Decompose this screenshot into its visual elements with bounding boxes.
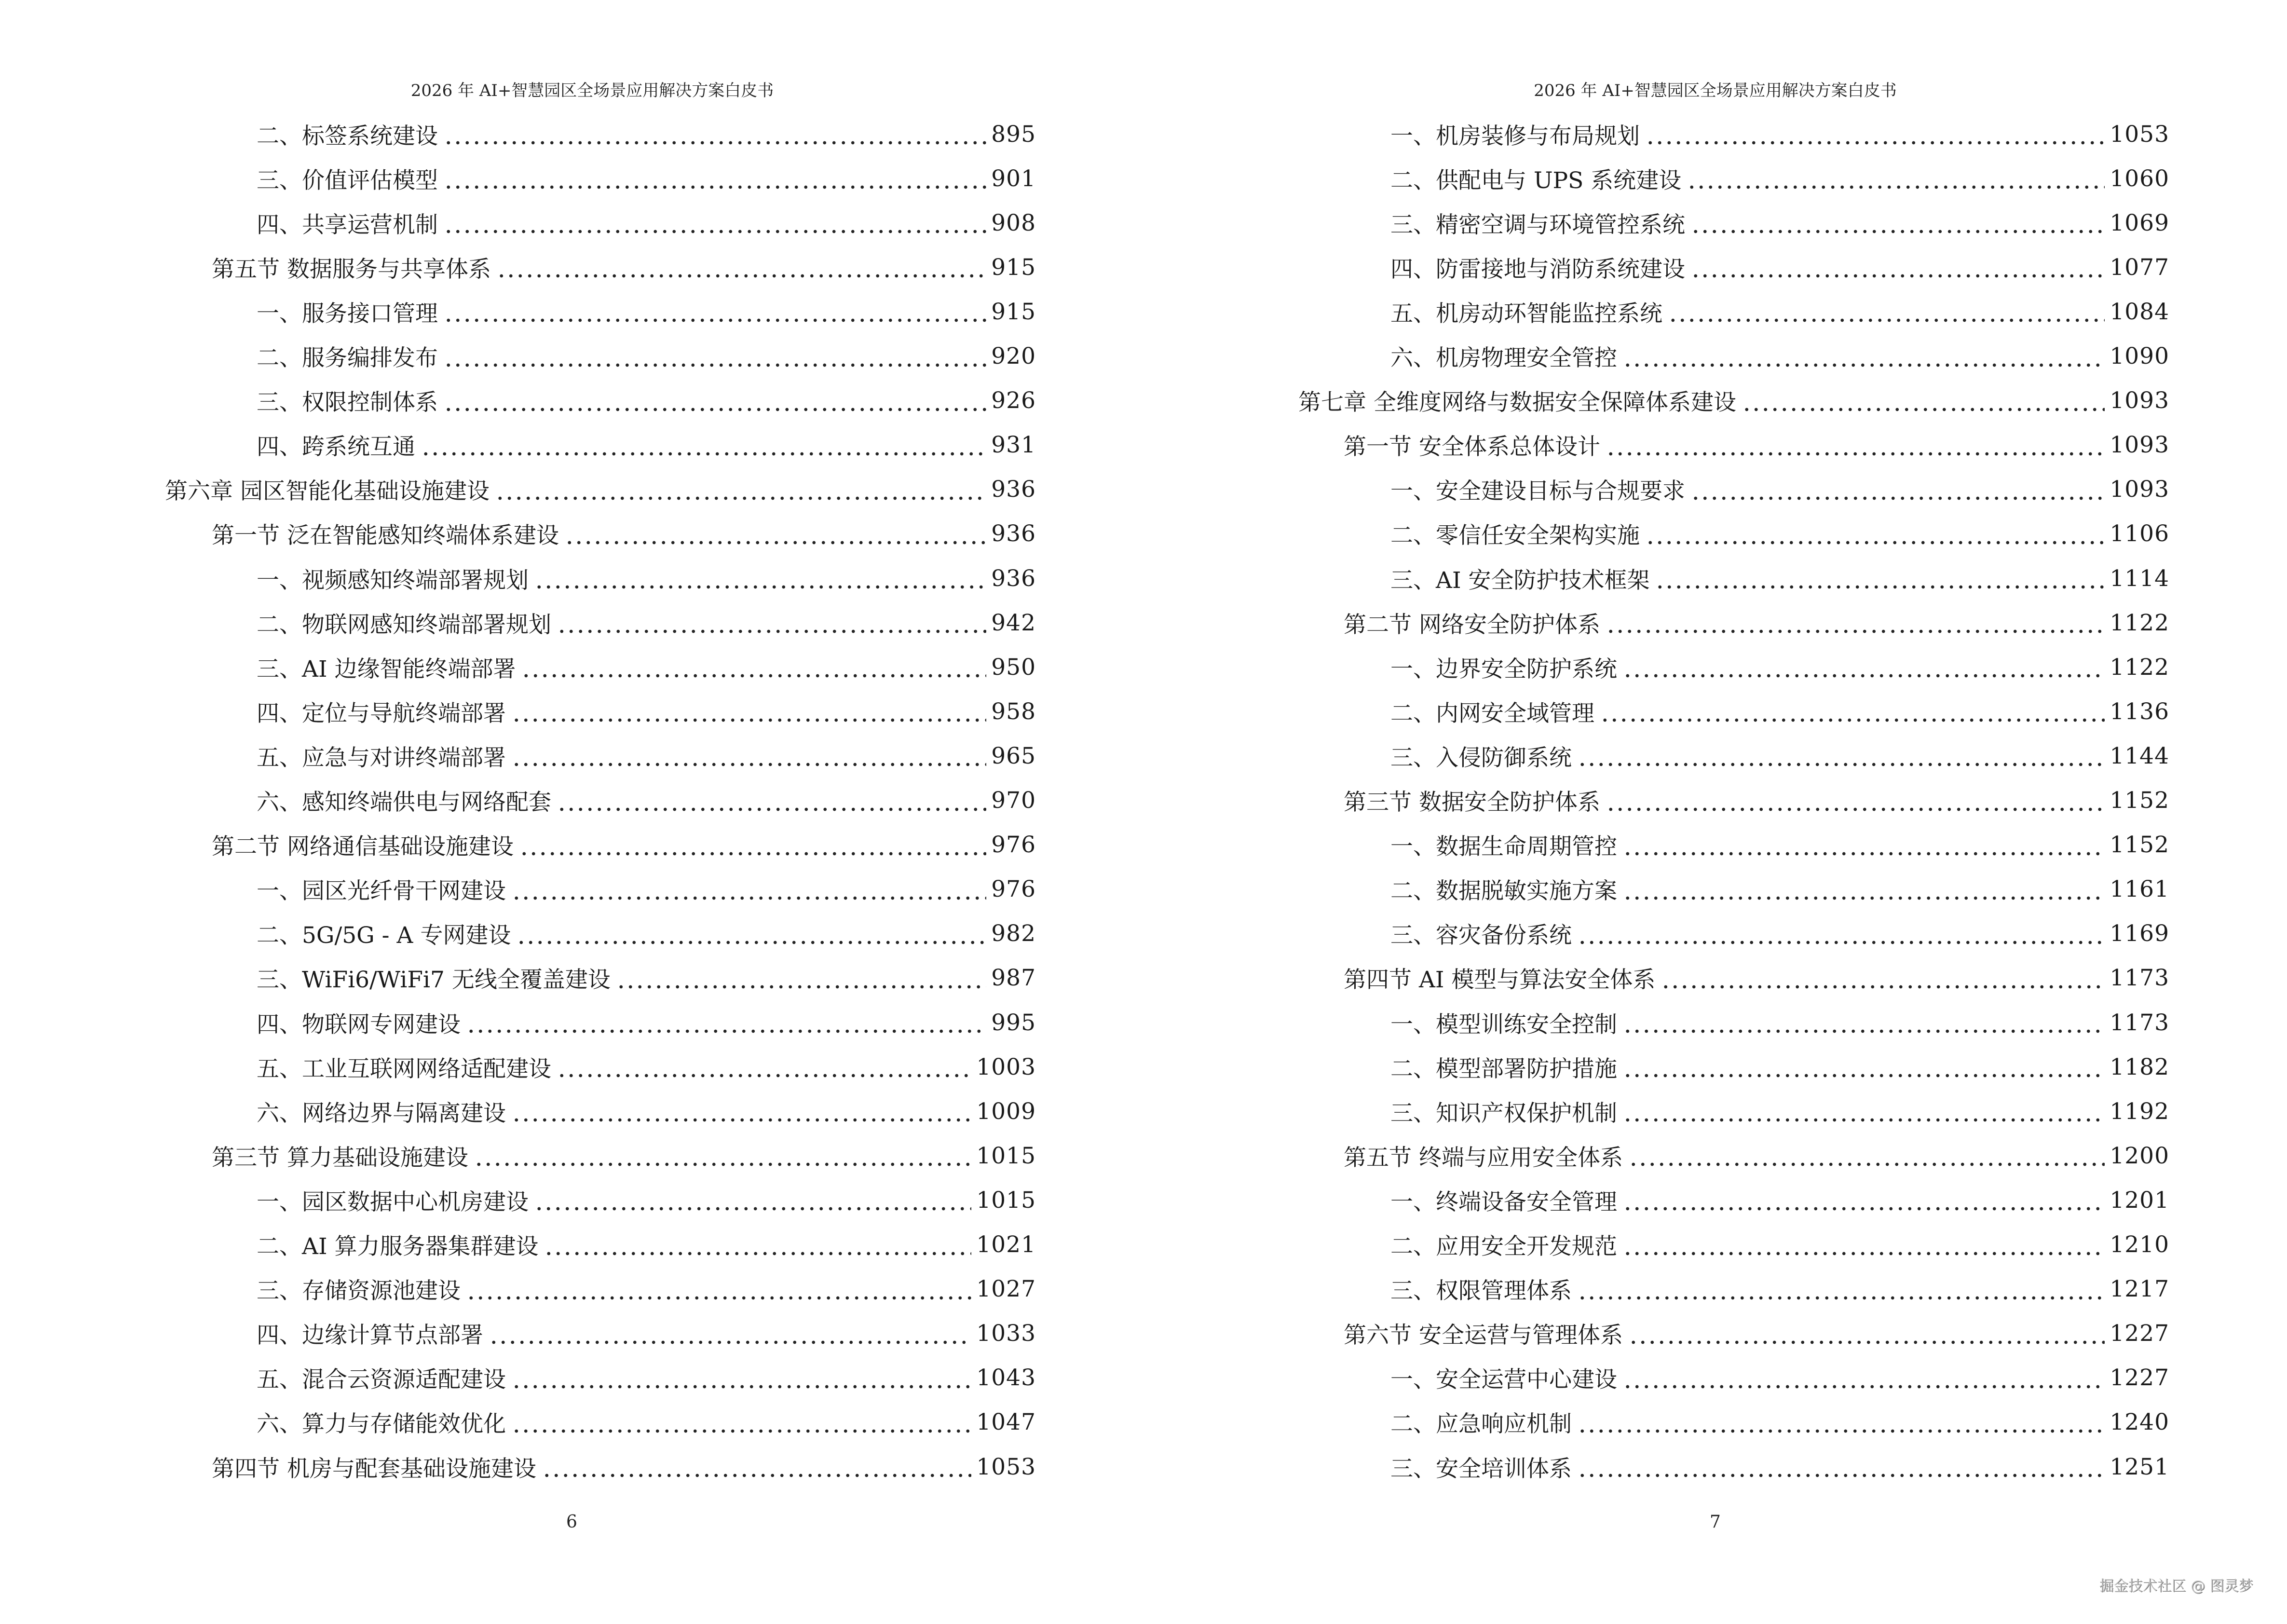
dot-leader bbox=[444, 212, 986, 234]
toc-item-entry[interactable] bbox=[257, 912, 1036, 956]
toc-item-entry[interactable] bbox=[1390, 1267, 2169, 1311]
toc-section-entry[interactable] bbox=[212, 1133, 1036, 1178]
toc-page-number: 958 bbox=[991, 698, 1036, 725]
toc-page-number: 1200 bbox=[2110, 1142, 2169, 1169]
toc-item-entry[interactable] bbox=[1390, 912, 2169, 956]
toc-page-number: 908 bbox=[991, 209, 1036, 236]
toc-entry-title: 三、AI 边缘智能终端部署 bbox=[257, 655, 516, 682]
toc-entry-title: 三、权限控制体系 bbox=[257, 389, 438, 416]
toc-page-number: 936 bbox=[991, 565, 1036, 592]
dot-leader bbox=[1623, 345, 2105, 368]
toc-item-entry[interactable] bbox=[1390, 1045, 2169, 1089]
toc-item-entry[interactable] bbox=[257, 156, 1036, 201]
toc-entry-title: 一、安全建设目标与合规要求 bbox=[1390, 478, 1685, 505]
toc-page-number: 976 bbox=[991, 876, 1036, 903]
running-header: 2026 年 AI+智慧园区全场景应用解决方案白皮书 bbox=[410, 81, 774, 100]
toc-page-number: 1015 bbox=[976, 1142, 1036, 1169]
toc-item-entry[interactable] bbox=[1390, 1178, 2169, 1222]
dot-leader bbox=[1691, 212, 2105, 234]
toc-page-number: 1152 bbox=[2110, 787, 2169, 814]
dot-leader bbox=[466, 1278, 971, 1300]
toc-entry-title: 二、AI 算力服务器集群建设 bbox=[257, 1233, 539, 1260]
dot-leader bbox=[1623, 834, 2105, 856]
toc-entry-title: 一、模型训练安全控制 bbox=[1390, 1011, 1617, 1038]
toc-entry-title: 五、机房动环智能监控系统 bbox=[1390, 300, 1662, 327]
toc-item-entry[interactable] bbox=[257, 1000, 1036, 1045]
toc-item-entry[interactable] bbox=[257, 556, 1036, 600]
toc-section-entry[interactable] bbox=[1344, 423, 2169, 467]
toc-entry-title: 一、数据生命周期管控 bbox=[1390, 833, 1617, 860]
dot-leader bbox=[616, 967, 986, 989]
toc-entry-title: 五、工业互联网网络适配建设 bbox=[257, 1055, 551, 1082]
toc-section-entry[interactable] bbox=[1344, 956, 2169, 1000]
dot-leader bbox=[1629, 1323, 2105, 1345]
toc-entry-title: 三、权限管理体系 bbox=[1390, 1278, 1572, 1305]
dot-leader bbox=[466, 1011, 986, 1034]
dot-leader bbox=[474, 1145, 971, 1167]
toc-entry-title: 四、跨系统互通 bbox=[257, 434, 415, 461]
toc-entry-title: 六、网络边界与隔离建设 bbox=[257, 1100, 506, 1127]
toc-page-number: 1093 bbox=[2110, 476, 2169, 503]
toc-page-number: 895 bbox=[991, 121, 1036, 148]
toc-page-number: 1021 bbox=[976, 1231, 1036, 1258]
toc-entry-title: 三、存储资源池建设 bbox=[257, 1278, 461, 1305]
dot-leader bbox=[1623, 1056, 2105, 1078]
toc-page-number: 976 bbox=[991, 832, 1036, 859]
dot-leader bbox=[1623, 656, 2105, 678]
toc-entry-title: 第一节 泛在智能感知终端体系建设 bbox=[212, 522, 559, 549]
toc-entry-title: 二、物联网感知终端部署规划 bbox=[257, 611, 551, 638]
dot-leader bbox=[1691, 478, 2105, 501]
toc-page-number: 950 bbox=[991, 654, 1036, 681]
toc-item-entry[interactable] bbox=[1390, 1223, 2169, 1267]
toc-entry-title: 一、服务接口管理 bbox=[257, 300, 438, 327]
toc-page-number: 965 bbox=[991, 742, 1036, 769]
toc-entry-title: 二、内网安全域管理 bbox=[1390, 700, 1594, 727]
toc-entry-title: 二、服务编排发布 bbox=[257, 345, 438, 371]
dot-leader bbox=[542, 1456, 971, 1478]
toc-chapter-entry[interactable] bbox=[165, 467, 1036, 512]
toc-entry-title: 第五节 数据服务与共享体系 bbox=[212, 256, 491, 283]
toc-page-number: 1053 bbox=[976, 1453, 1036, 1480]
toc-entry-title: 二、模型部署防护措施 bbox=[1390, 1055, 1617, 1082]
toc-item-entry[interactable] bbox=[257, 334, 1036, 379]
toc-page-number: 1003 bbox=[976, 1053, 1036, 1080]
toc-item-entry[interactable] bbox=[1390, 645, 2169, 689]
dot-leader bbox=[1578, 745, 2105, 767]
toc-entry-title: 二、应用安全开发规范 bbox=[1390, 1233, 1617, 1260]
toc-entry-title: 一、园区数据中心机房建设 bbox=[257, 1188, 529, 1215]
toc-entry-title: 一、边界安全防护系统 bbox=[1390, 655, 1617, 682]
dot-leader bbox=[495, 478, 986, 501]
toc-section-entry[interactable] bbox=[1344, 778, 2169, 823]
dot-leader bbox=[444, 123, 986, 145]
toc-item-entry[interactable] bbox=[1390, 289, 2169, 334]
toc-page-number: 1084 bbox=[2110, 298, 2169, 325]
toc-entry-title: 二、应急响应机制 bbox=[1390, 1411, 1572, 1438]
toc-page-number: 1077 bbox=[2110, 254, 2169, 281]
toc-page-number: 1201 bbox=[2110, 1187, 2169, 1214]
dot-leader bbox=[1646, 123, 2105, 145]
toc-entry-title: 四、定位与导航终端部署 bbox=[257, 700, 506, 727]
toc-item-entry[interactable] bbox=[257, 112, 1036, 156]
dot-leader bbox=[444, 390, 986, 412]
toc-item-entry[interactable] bbox=[257, 734, 1036, 778]
toc-item-entry[interactable] bbox=[1390, 334, 2169, 379]
toc-page-number: 920 bbox=[991, 343, 1036, 369]
toc-item-entry[interactable] bbox=[1390, 823, 2169, 867]
toc-page-number: 1173 bbox=[2110, 965, 2169, 992]
toc-entry-title: 一、园区光纤骨干网建设 bbox=[257, 878, 506, 905]
toc-entry-title: 二、数据脱敏实施方案 bbox=[1390, 878, 1617, 905]
toc-item-entry[interactable] bbox=[257, 689, 1036, 734]
dot-leader bbox=[512, 745, 986, 767]
toc-page-number: 1033 bbox=[976, 1320, 1036, 1347]
toc-entry-title: 五、混合云资源适配建设 bbox=[257, 1366, 506, 1393]
toc-page-number: 1093 bbox=[2110, 387, 2169, 414]
toc-item-entry[interactable] bbox=[1390, 467, 2169, 512]
toc-page-number: 1136 bbox=[2110, 698, 2169, 725]
toc-page-number: 1251 bbox=[2110, 1453, 2169, 1480]
dot-leader bbox=[1623, 1011, 2105, 1034]
toc-page-number: 915 bbox=[991, 298, 1036, 325]
toc-entry-title: 第一节 安全体系总体设计 bbox=[1344, 434, 1600, 461]
toc-page-number: 1015 bbox=[976, 1187, 1036, 1214]
toc-item-entry[interactable] bbox=[257, 867, 1036, 912]
toc-page-number: 936 bbox=[991, 476, 1036, 503]
toc-entry-title: 第六节 安全运营与管理体系 bbox=[1344, 1322, 1623, 1349]
toc-page-number: 1192 bbox=[2110, 1098, 2169, 1125]
toc-entry-title: 第五节 终端与应用安全体系 bbox=[1344, 1144, 1623, 1171]
dot-leader bbox=[512, 1367, 971, 1389]
dot-leader bbox=[534, 567, 986, 589]
toc-page-number: 1106 bbox=[2110, 520, 2169, 547]
toc-page-number: 1069 bbox=[2110, 209, 2169, 236]
toc-item-entry[interactable] bbox=[257, 1356, 1036, 1400]
toc-page-number: 1053 bbox=[2110, 121, 2169, 148]
toc-item-entry[interactable] bbox=[257, 1400, 1036, 1445]
toc-page-number: 1152 bbox=[2110, 832, 2169, 859]
dot-leader bbox=[1655, 567, 2105, 589]
toc-page-number: 1043 bbox=[976, 1365, 1036, 1392]
toc-item-entry[interactable] bbox=[1390, 1400, 2169, 1445]
toc-page-number: 1240 bbox=[2110, 1409, 2169, 1436]
toc-page-number: 1210 bbox=[2110, 1231, 2169, 1258]
toc-page-number: 942 bbox=[991, 609, 1036, 636]
toc-entry-title: 一、机房装修与布局规划 bbox=[1390, 123, 1640, 150]
toc-page-number: 1144 bbox=[2110, 742, 2169, 769]
toc-page-number: 1047 bbox=[976, 1409, 1036, 1436]
toc-item-entry[interactable] bbox=[257, 778, 1036, 823]
toc-item-entry[interactable] bbox=[1390, 156, 2169, 201]
toc-entry-title: 第六章 园区智能化基础设施建设 bbox=[165, 478, 490, 505]
page-number: 6 bbox=[566, 1512, 577, 1532]
dot-leader bbox=[1661, 967, 2105, 989]
dot-leader bbox=[1623, 1367, 2105, 1389]
dot-leader bbox=[557, 790, 986, 812]
toc-section-entry[interactable] bbox=[1344, 1133, 2169, 1178]
dot-leader bbox=[444, 167, 986, 190]
dot-leader bbox=[1606, 790, 2105, 812]
toc-entry-title: 三、知识产权保护机制 bbox=[1390, 1100, 1617, 1127]
toc-item-entry[interactable] bbox=[1390, 689, 2169, 734]
toc-entry-title: 六、算力与存储能效优化 bbox=[257, 1411, 506, 1438]
toc-page-number: 987 bbox=[991, 965, 1036, 992]
toc-entry-title: 三、安全培训体系 bbox=[1390, 1455, 1572, 1482]
dot-leader bbox=[517, 923, 986, 945]
toc-entry-title: 二、供配电与 UPS 系统建设 bbox=[1390, 167, 1682, 194]
toc-entry-title: 四、防雷接地与消防系统建设 bbox=[1390, 256, 1685, 283]
toc-entry-title: 三、AI 安全防护技术框架 bbox=[1390, 567, 1650, 594]
toc-page-number: 982 bbox=[991, 920, 1036, 947]
toc-page-number: 1122 bbox=[2110, 654, 2169, 681]
toc-entry-title: 六、机房物理安全管控 bbox=[1390, 345, 1617, 371]
toc-page-number: 1173 bbox=[2110, 1009, 2169, 1036]
toc-page-number: 1093 bbox=[2110, 432, 2169, 459]
toc-page-right bbox=[1144, 0, 2287, 1624]
toc-entry-title: 三、WiFi6/WiFi7 无线全覆盖建设 bbox=[257, 967, 611, 994]
toc-entry-title: 第七章 全维度网络与数据安全保障体系建设 bbox=[1298, 389, 1736, 416]
toc-item-entry[interactable] bbox=[257, 1267, 1036, 1311]
toc-page-number: 1090 bbox=[2110, 343, 2169, 369]
dot-leader bbox=[1600, 700, 2105, 723]
toc-page-number: 1060 bbox=[2110, 165, 2169, 192]
toc-entry-title: 三、精密空调与环境管控系统 bbox=[1390, 211, 1685, 238]
dot-leader bbox=[519, 834, 986, 856]
dot-leader bbox=[1742, 390, 2105, 412]
dot-leader bbox=[534, 1189, 971, 1211]
toc-item-entry[interactable] bbox=[257, 956, 1036, 1000]
dot-leader bbox=[1578, 1411, 2105, 1433]
toc-item-entry[interactable] bbox=[1390, 1445, 2169, 1489]
toc-item-entry[interactable] bbox=[257, 423, 1036, 467]
toc-entry-title: 三、入侵防御系统 bbox=[1390, 744, 1572, 771]
toc-entry-title: 第四节 机房与配套基础设施建设 bbox=[212, 1455, 536, 1482]
toc-item-entry[interactable] bbox=[257, 201, 1036, 245]
toc-item-entry[interactable] bbox=[1390, 734, 2169, 778]
toc-page-number: 1182 bbox=[2110, 1053, 2169, 1080]
toc-item-entry[interactable] bbox=[257, 1045, 1036, 1089]
dot-leader bbox=[444, 345, 986, 368]
toc-entry-title: 三、容灾备份系统 bbox=[1390, 922, 1572, 949]
dot-leader bbox=[1578, 923, 2105, 945]
toc-page-number: 915 bbox=[991, 254, 1036, 281]
dot-leader bbox=[489, 1323, 971, 1345]
toc-page-number: 1169 bbox=[2110, 920, 2169, 947]
watermark: 掘金技术社区 @ 图灵梦 bbox=[2099, 1578, 2253, 1595]
toc-entry-title: 第二节 网络安全防护体系 bbox=[1344, 611, 1600, 638]
dot-leader bbox=[444, 300, 986, 323]
toc-entry-title: 一、安全运营中心建设 bbox=[1390, 1366, 1617, 1393]
page-number: 7 bbox=[1710, 1512, 1721, 1532]
toc-item-entry[interactable] bbox=[257, 600, 1036, 645]
dot-leader bbox=[512, 700, 986, 723]
toc-entry-title: 二、5G/5G - A 专网建设 bbox=[257, 922, 511, 949]
toc-entry-title: 六、感知终端供电与网络配套 bbox=[257, 789, 551, 816]
toc-page-number: 901 bbox=[991, 165, 1036, 192]
toc-item-entry[interactable] bbox=[257, 645, 1036, 689]
dot-leader bbox=[1623, 1234, 2105, 1256]
toc-page-number: 936 bbox=[991, 520, 1036, 547]
toc-section-entry[interactable] bbox=[212, 512, 1036, 556]
toc-section-entry[interactable] bbox=[1344, 600, 2169, 645]
toc-page-number: 1122 bbox=[2110, 609, 2169, 636]
dot-leader bbox=[544, 1234, 971, 1256]
toc-entry-title: 第三节 数据安全防护体系 bbox=[1344, 789, 1600, 816]
dot-leader bbox=[1623, 878, 2105, 901]
dot-leader bbox=[512, 1100, 971, 1122]
toc-section-entry[interactable] bbox=[212, 1445, 1036, 1489]
toc-entry-title: 二、标签系统建设 bbox=[257, 123, 438, 150]
toc-section-entry[interactable] bbox=[212, 823, 1036, 867]
dot-leader bbox=[521, 656, 986, 678]
toc-item-entry[interactable] bbox=[257, 1311, 1036, 1356]
dot-leader bbox=[1668, 300, 2105, 323]
dot-leader bbox=[1691, 256, 2105, 278]
dot-leader bbox=[1578, 1456, 2105, 1478]
dot-leader bbox=[1687, 167, 2105, 190]
toc-page-number: 926 bbox=[991, 387, 1036, 414]
toc-item-entry[interactable] bbox=[1390, 556, 2169, 600]
toc-item-entry[interactable] bbox=[1390, 867, 2169, 912]
toc-page-number: 931 bbox=[991, 432, 1036, 459]
toc-entry-title: 第二节 网络通信基础设施建设 bbox=[212, 833, 514, 860]
toc-entry-title: 二、零信任安全架构实施 bbox=[1390, 522, 1640, 549]
dot-leader bbox=[1623, 1189, 2105, 1211]
toc-page-number: 1227 bbox=[2110, 1320, 2169, 1347]
toc-page-number: 995 bbox=[991, 1009, 1036, 1036]
toc-page-number: 1161 bbox=[2110, 876, 2169, 903]
toc-entry-title: 四、共享运营机制 bbox=[257, 211, 438, 238]
dot-leader bbox=[421, 434, 986, 456]
toc-page-number: 970 bbox=[991, 787, 1036, 814]
toc-page-number: 1114 bbox=[2110, 565, 2169, 592]
toc-item-entry[interactable] bbox=[1390, 1000, 2169, 1045]
dot-leader bbox=[1606, 612, 2105, 634]
toc-entry-title: 一、视频感知终端部署规划 bbox=[257, 567, 529, 594]
toc-entry-title: 第四节 AI 模型与算法安全体系 bbox=[1344, 967, 1656, 994]
dot-leader bbox=[1578, 1278, 2105, 1300]
toc-entry-title: 一、终端设备安全管理 bbox=[1390, 1188, 1617, 1215]
toc-page-number: 1217 bbox=[2110, 1276, 2169, 1303]
toc-item-entry[interactable] bbox=[1390, 1089, 2169, 1133]
toc-entry-title: 第三节 算力基础设施建设 bbox=[212, 1144, 468, 1171]
toc-chapter-entry[interactable] bbox=[1298, 379, 2169, 423]
dot-leader bbox=[1646, 523, 2105, 545]
toc-item-entry[interactable] bbox=[1390, 245, 2169, 289]
toc-item-entry[interactable] bbox=[257, 379, 1036, 423]
dot-leader bbox=[512, 1411, 971, 1433]
toc-item-entry[interactable] bbox=[257, 1223, 1036, 1267]
dot-leader bbox=[1606, 434, 2105, 456]
toc-section-entry[interactable] bbox=[1344, 1311, 2169, 1356]
toc-page-number: 1227 bbox=[2110, 1365, 2169, 1392]
toc-item-entry[interactable] bbox=[257, 1089, 1036, 1133]
toc-item-entry[interactable] bbox=[1390, 1356, 2169, 1400]
toc-item-entry[interactable] bbox=[1390, 201, 2169, 245]
toc-entry-title: 四、边缘计算节点部署 bbox=[257, 1322, 483, 1349]
dot-leader bbox=[512, 878, 986, 901]
toc-item-entry[interactable] bbox=[257, 1178, 1036, 1222]
dot-leader bbox=[557, 1056, 971, 1078]
dot-leader bbox=[1623, 1100, 2105, 1122]
toc-entry-title: 三、价值评估模型 bbox=[257, 167, 438, 194]
dot-leader bbox=[565, 523, 986, 545]
toc-page-number: 1009 bbox=[976, 1098, 1036, 1125]
toc-item-entry[interactable] bbox=[1390, 512, 2169, 556]
toc-item-entry[interactable] bbox=[257, 289, 1036, 334]
dot-leader bbox=[1629, 1145, 2105, 1167]
running-header: 2026 年 AI+智慧园区全场景应用解决方案白皮书 bbox=[1534, 81, 1897, 100]
dot-leader bbox=[557, 612, 986, 634]
toc-entry-title: 五、应急与对讲终端部署 bbox=[257, 744, 506, 771]
toc-section-entry[interactable] bbox=[212, 245, 1036, 289]
toc-entry-title: 四、物联网专网建设 bbox=[257, 1011, 461, 1038]
dot-leader bbox=[497, 256, 986, 278]
toc-item-entry[interactable] bbox=[1390, 112, 2169, 156]
toc-page-number: 1027 bbox=[976, 1276, 1036, 1303]
